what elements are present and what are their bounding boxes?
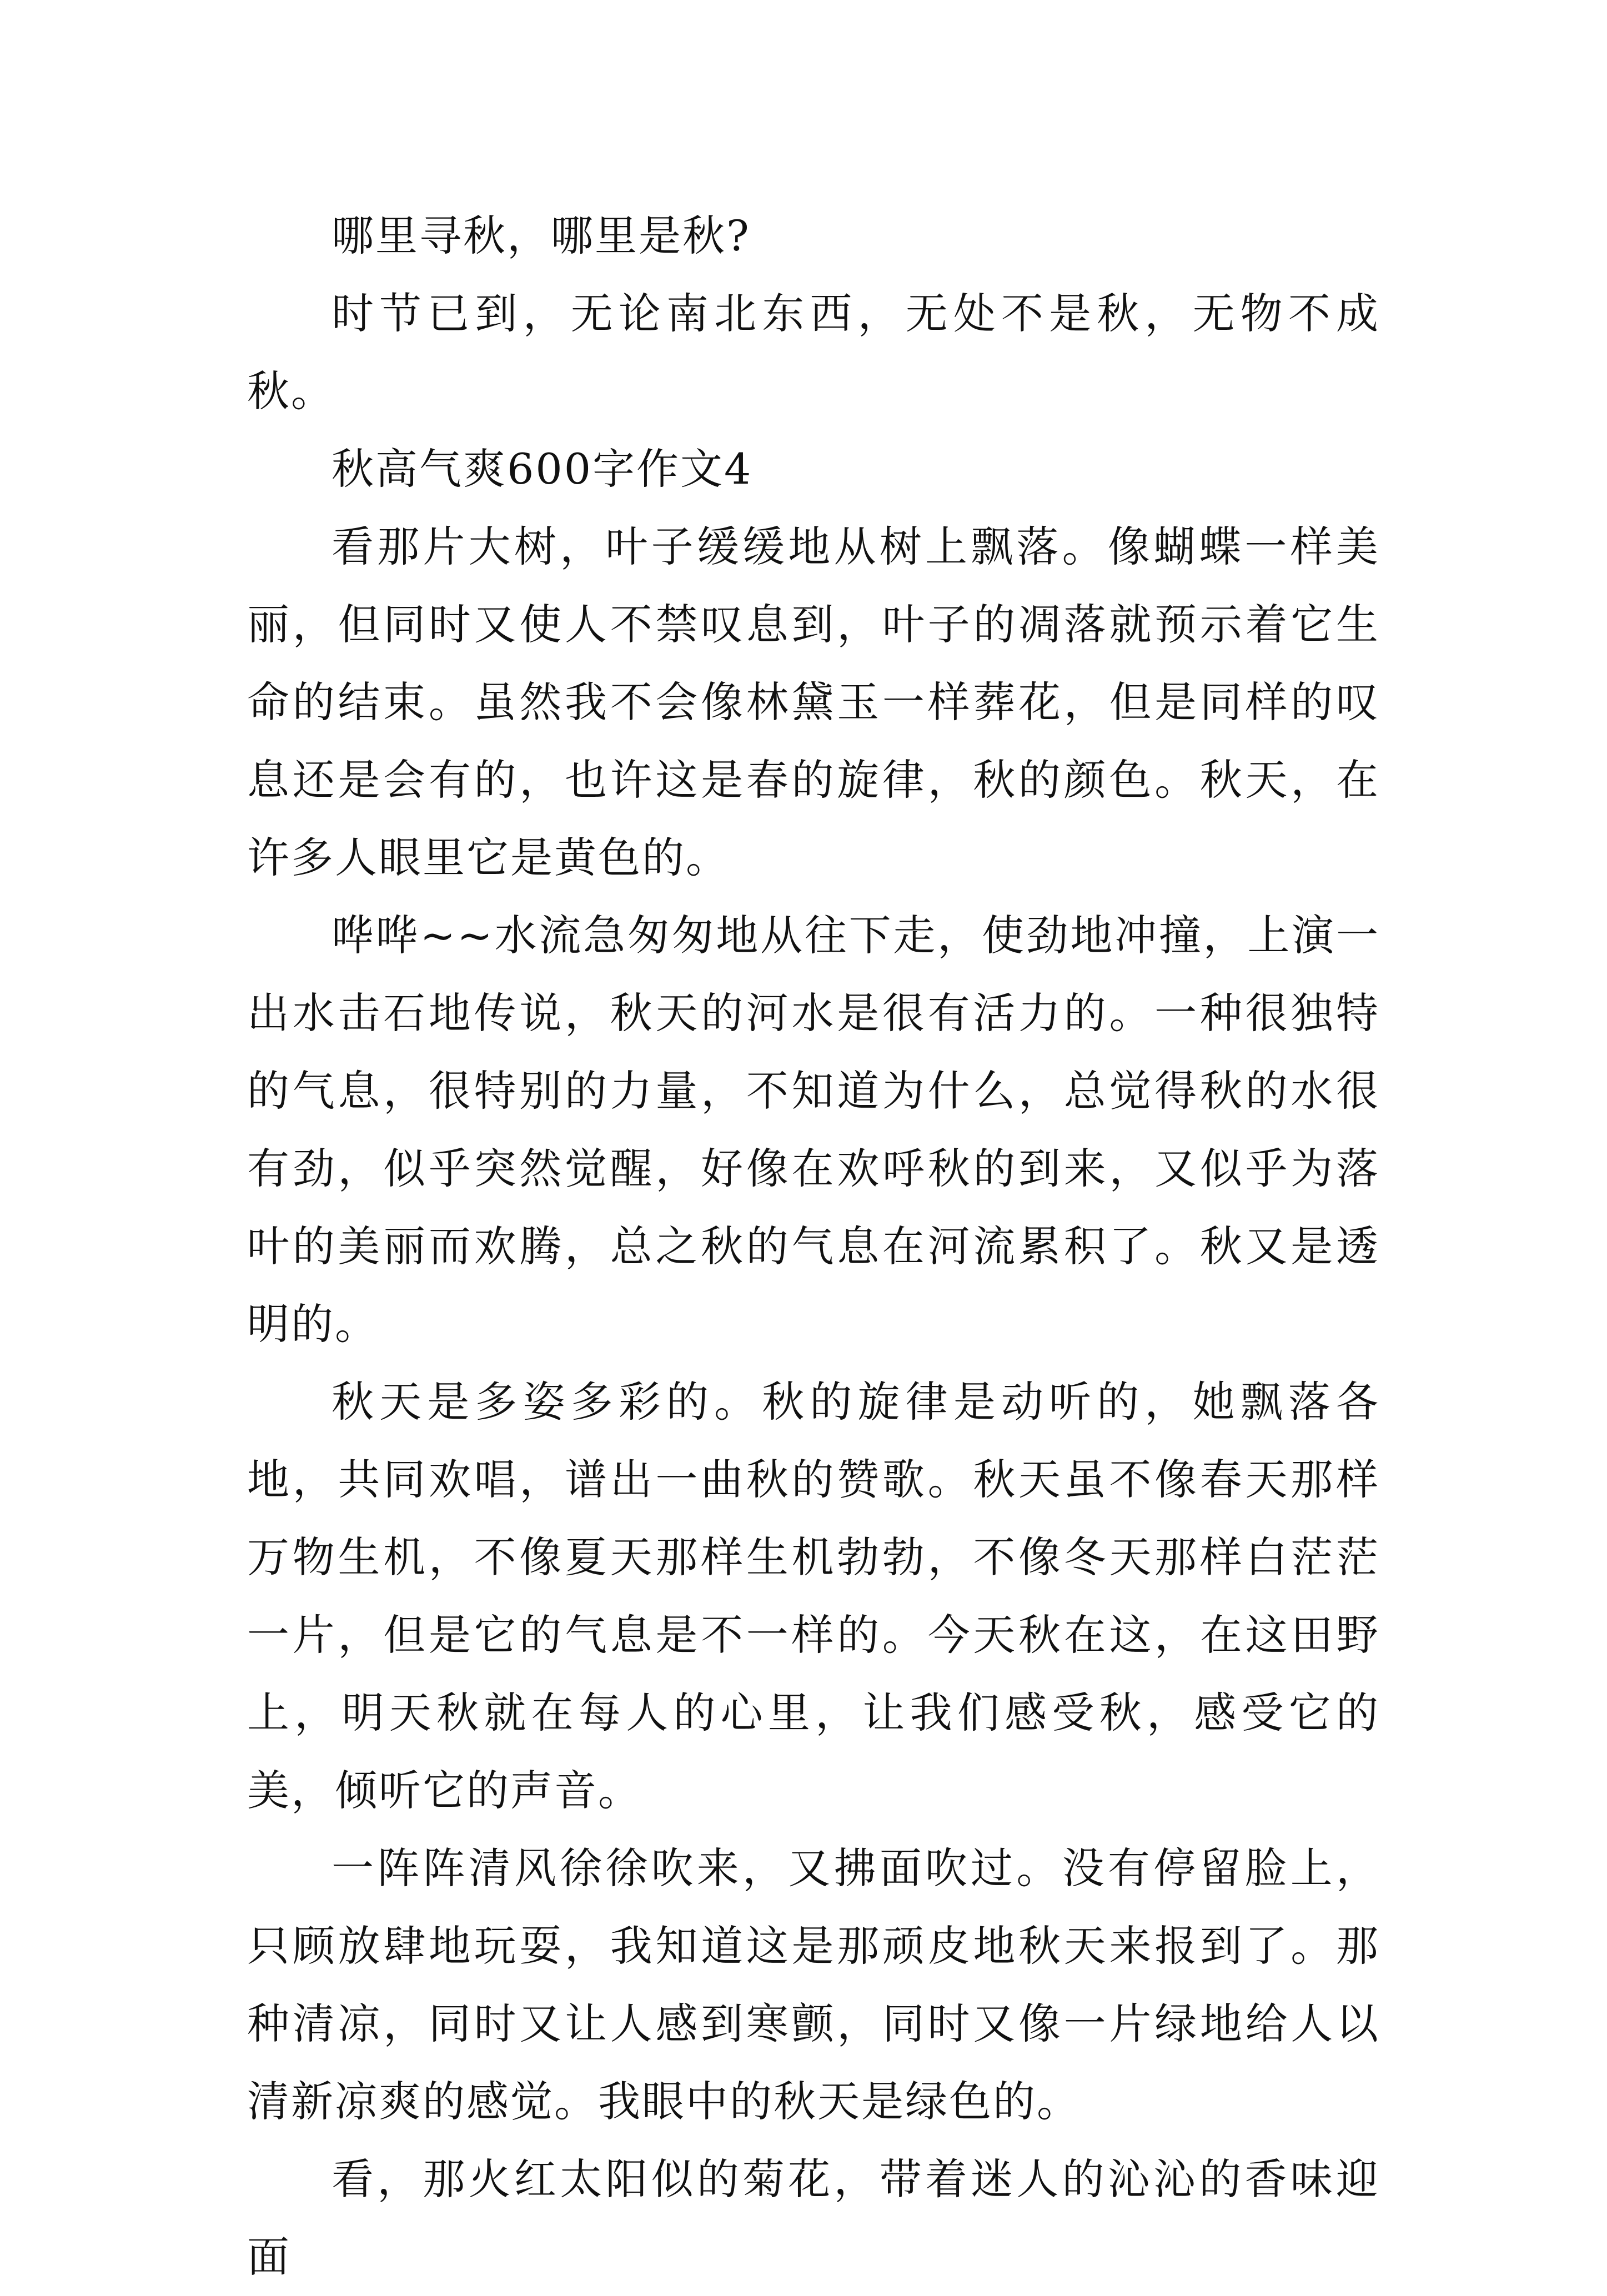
paragraph: 时节已到，无论南北东西，无处不是秋，无物不成秋。 (247, 289, 1380, 416)
section-heading: 秋高气爽600字作文4 (332, 444, 753, 494)
paragraph: 哗哗~~水流急匆匆地从往下走，使劲地冲撞，上演一出水击石地传说，秋天的河水是很有活力的。一种很独特的气息，很特别的力量，不知道为什么，总觉得秋的水很有劲，似乎突然觉醒，好像在欢呼秋的到来，又似乎为落叶的美丽而欢腾，总之秋的气息在河流累积了。秋又是透明的。 (247, 911, 1380, 1349)
paragraph: 哪里寻秋，哪里是秋? (332, 211, 751, 260)
paragraph: 看，那火红太阳似的菊花，带着迷人的沁沁的香味迎面 (247, 2154, 1380, 2282)
paragraph: 秋天是多姿多彩的。秋的旋律是动听的，她飘落各地，共同欢唱，谱出一曲秋的赞歌。秋天虽不像春天那样万物生机，不像夏天那样生机勃勃，不像冬天那样白茫茫一片，但是它的气息是不一样的。今天秋在这，在这田野上，明天秋就在每人的心里，让我们感受秋，感受它的美，倾听它的声音。 (247, 1377, 1380, 1815)
document-body (247, 197, 1380, 2296)
paragraph: 一阵阵清风徐徐吹来，又拂面吹过。没有停留脸上，只顾放肆地玩耍，我知道这是那顽皮地秋天来报到了。那种清凉，同时又让人感到寒颤，同时又像一片绿地给人以清新凉爽的感觉。我眼中的秋天是绿色的。 (247, 1843, 1380, 2126)
paragraph: 看那片大树，叶子缓缓地从树上飘落。像蝴蝶一样美丽，但同时又使人不禁叹息到，叶子的凋落就预示着它生命的结束。虽然我不会像林黛玉一样葬花，但是同样的叹息还是会有的，也许这是春的旋律，秋的颜色。秋天，在许多人眼里它是黄色的。 (247, 522, 1380, 882)
